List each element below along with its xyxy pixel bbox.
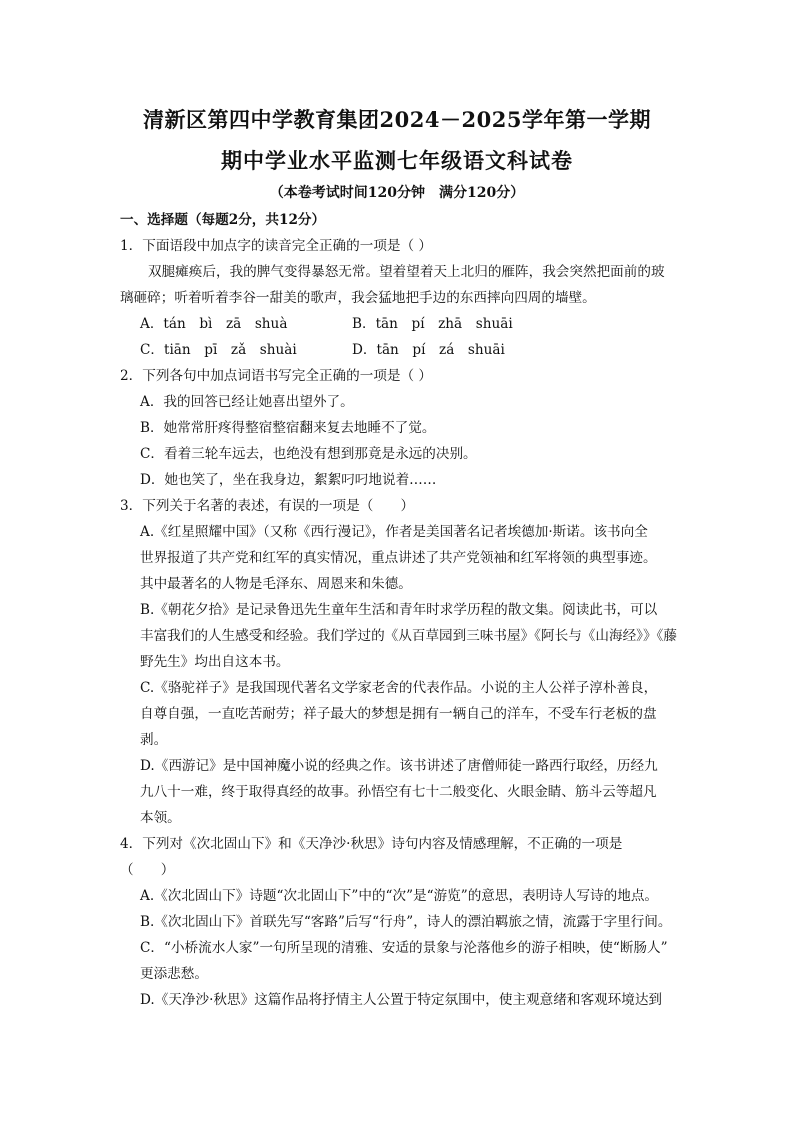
- question-3-option-d: D.《西游记》是中国神魔小说的经典之作。该书讲述了唐僧师徒一路西行取经，历经九: [140, 758, 658, 774]
- question-2-stem: 2．下列各句中加点词语书写完全正确的一项是（ ）: [120, 368, 433, 384]
- question-4-option-c: C．“小桥流水人家”一句所呈现的清雅、安适的景象与沦落他乡的游子相映，使“断肠人”: [140, 940, 668, 956]
- question-2-option-d: D．她也笑了，坐在我身边，絮絮叼叼地说着……: [140, 472, 437, 488]
- question-3-option-a: A.《红星照耀中国》（又称《西行漫记》，作者是美国著名记者埃德加·斯诺。该书向全: [140, 524, 648, 540]
- question-4-option-d: D.《天净沙·秋思》这篇作品将抒情主人公置于特定氛围中，使主观意绪和客观环境达到: [140, 992, 663, 1008]
- question-1-passage-line: 双腿瘫痪后，我的脾气变得暴怒无常。望着望着天上北归的雁阵，我会突然把面前的玻: [148, 264, 665, 280]
- question-4-stem: 4．下列对《次北固山下》和《天净沙·秋思》诗句内容及情感理解，不正确的一项是: [120, 836, 623, 852]
- question-3-option-a-cont: 其中最著名的人物是毛泽东、周恩来和朱德。: [140, 576, 412, 592]
- exam-title-line2: 期中学业水平监测七年级语文科试卷: [221, 148, 573, 173]
- question-1-option-b: B．tān pí zhā shuāi: [352, 316, 513, 332]
- question-3-option-d-cont: 九八十一难，终于取得真经的故事。孙悟空有七十二般变化、火眼金睛、筋斗云等超凡: [140, 784, 657, 800]
- question-3-option-a-cont: 世界报道了共产党和红军的真实情况，重点讲述了共产党领袖和红军将领的典型事迹。: [140, 550, 657, 566]
- question-4-option-c-cont: 更添悲愁。: [140, 966, 208, 982]
- question-3-option-b-cont: 丰富我们的人生感受和经验。我们学过的《从百草园到三味书屋》《阿长与《山海经》》《藤: [140, 628, 677, 644]
- exam-subtitle: （本卷考试时间120分钟 满分120分）: [269, 185, 525, 201]
- question-1-option-row: [120, 311, 680, 337]
- question-1-option-d: D．tān pí zá shuāi: [352, 342, 505, 358]
- question-3-option-c-cont: 剥。: [140, 732, 168, 748]
- question-1-stem: 1．下面语段中加点字的读音完全正确的一项是（ ）: [120, 238, 433, 254]
- exam-content: [120, 207, 680, 1013]
- question-3-option-b-cont: 野先生》均出自这本书。: [140, 654, 290, 670]
- question-3-option-d-cont: 本领。: [140, 810, 181, 826]
- question-2-option-a: A．我的回答已经让她喜出望外了。: [140, 394, 354, 410]
- question-4-option-a: A.《次北固山下》诗题“次北固山下”中的“次”是“游览”的意思，表明诗人写诗的地点。: [140, 888, 659, 904]
- question-3-stem: 3．下列关于名著的表述，有误的一项是（ ）: [120, 498, 415, 514]
- question-2-option-b: B．她常常肝疼得整宿整宿翻来复去地睡不了觉。: [140, 420, 436, 436]
- question-1-option-a: A．tán bì zā shuà: [140, 316, 288, 332]
- question-4-stem-cont: （ ）: [120, 862, 175, 878]
- question-3-option-b: B.《朝花夕拾》是记录鲁迅先生童年生活和青年时求学历程的散文集。阅读此书，可以: [140, 602, 658, 618]
- question-2-option-c: C．看着三轮车远去，也绝没有想到那竟是永远的决别。: [140, 446, 477, 462]
- question-1-option-row: [120, 337, 680, 363]
- question-3-option-c-cont: 自尊自强，一直吃苦耐劳；祥子最大的梦想是拥有一辆自己的洋车，不受车行老板的盘: [140, 706, 657, 722]
- question-3-option-c: C.《骆驼祥子》是我国现代著名文学家老舍的代表作品。小说的主人公祥子淳朴善良，: [140, 680, 658, 696]
- section-heading: 一、选择题（每题2分，共12分）: [120, 212, 326, 228]
- exam-title-line1: 清新区第四中学教育集团2024－2025学年第一学期: [143, 107, 651, 132]
- question-1-option-c: C．tiān pī zǎ shuài: [140, 342, 297, 358]
- question-1-passage-line: 璃砸碎；听着听着李谷一甜美的歌声，我会猛地把手边的东西摔向四周的墙壁。: [120, 290, 596, 306]
- question-4-option-b: B.《次北固山下》首联先写“客路”后写“行舟”，诗人的漂泊羁旅之情，流露于字里行间。: [140, 914, 672, 930]
